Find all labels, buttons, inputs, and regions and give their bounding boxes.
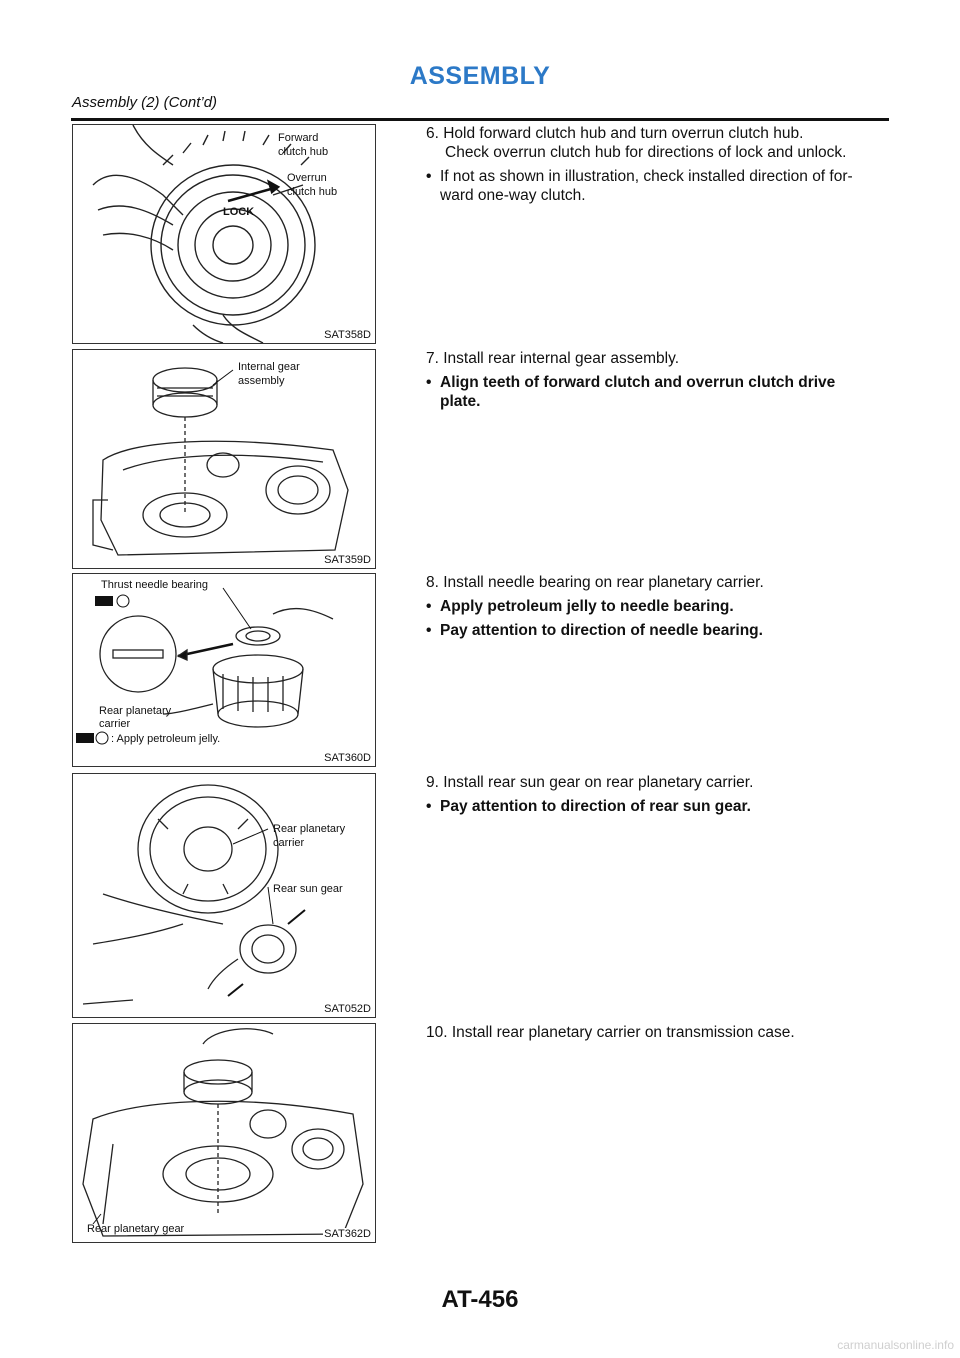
figure-label: Rear planetary [99,705,172,717]
figure-label: Forward [278,132,319,144]
bullet-item [426,621,892,640]
bullet-icon: • [426,168,432,185]
step-instruction-cont: Check overrun clutch hub for directions of lock and unlock. [445,144,847,161]
bullet-text-cont: plate. [440,393,481,410]
figure-sat052d [72,773,376,1018]
figure-code: SAT052D [324,1003,371,1015]
bullet-icon: • [426,798,432,815]
bullet-item [426,597,892,616]
step-instruction: 7. Install rear internal gear assembly. [426,350,679,367]
needle-bearing-illustration [73,574,375,766]
bullet-text-cont: ward one-way clutch. [440,187,586,204]
figure-label: Thrust needle bearing [101,579,209,591]
bullet-icon: • [426,374,432,391]
step-text [426,1023,892,1042]
header-rule [71,118,889,121]
step-instruction: 10. Install rear planetary carrier on transmission case. [426,1024,795,1041]
bullet-text: Apply petroleum jelly to needle bearing. [440,598,734,615]
figure-label: assembly [238,375,285,387]
figure-sat360d [72,573,376,767]
clutch-hub-illustration [73,125,375,343]
grease-icon [76,733,94,743]
step-text [426,349,892,411]
bullet-text: Pay attention to direction of needle bearing. [440,622,763,639]
bullet-icon: • [426,622,432,639]
figure-label: Internal gear [238,361,300,373]
bullet-item [426,167,892,205]
rear-planetary-carrier-illustration [73,1024,375,1242]
rear-sun-gear-illustration [73,774,375,1017]
grease-icon [95,596,113,606]
figure-code: SAT362D [324,1228,371,1240]
step-text [426,773,892,816]
figure-code: SAT359D [324,554,371,566]
bullet-text: Pay attention to direction of rear sun gear. [440,798,751,815]
step-text [426,124,892,205]
step-instruction: 8. Install needle bearing on rear planetary carrier. [426,574,764,591]
figure-code: SAT358D [324,329,371,341]
bullet-icon: • [426,598,432,615]
step-instruction: 6. Hold forward clutch hub and turn overrun clutch hub. [426,125,804,142]
page-title: ASSEMBLY [409,62,551,90]
bullet-item [426,797,892,816]
figure-label: carrier [273,837,305,849]
page-number: AT-456 [441,1286,519,1313]
page-subtitle: Assembly (2) (Cont’d) [72,94,218,111]
bullet-text: Align teeth of forward clutch and overrun clutch drive [440,374,836,391]
figure-label: Rear planetary [273,823,346,835]
bullet-item [426,373,892,411]
figure-label: Rear planetary gear [87,1223,185,1235]
internal-gear-illustration [73,350,375,568]
figure-code: SAT360D [324,752,371,764]
figure-label: clutch hub [287,186,338,198]
figure-label: Overrun [287,172,327,184]
figure-sat359d [72,349,376,569]
figure-label: LOCK [223,206,255,218]
bullet-text: If not as shown in illustration, check installed direction of for- [440,168,853,185]
petroleum-jelly-icon [117,595,129,607]
figure-sat362d [72,1023,376,1243]
petroleum-jelly-icon [96,732,108,744]
figure-label: : Apply petroleum jelly. [111,733,221,745]
figure-label: carrier [99,718,131,730]
figure-sat358d [72,124,376,344]
footer-watermark: carmanualsonline.info [837,1338,954,1352]
step-text [426,573,892,640]
figure-label: clutch hub [278,146,329,158]
step-instruction: 9. Install rear sun gear on rear planetary carrier. [426,774,754,791]
figure-label: Rear sun gear [273,883,343,895]
